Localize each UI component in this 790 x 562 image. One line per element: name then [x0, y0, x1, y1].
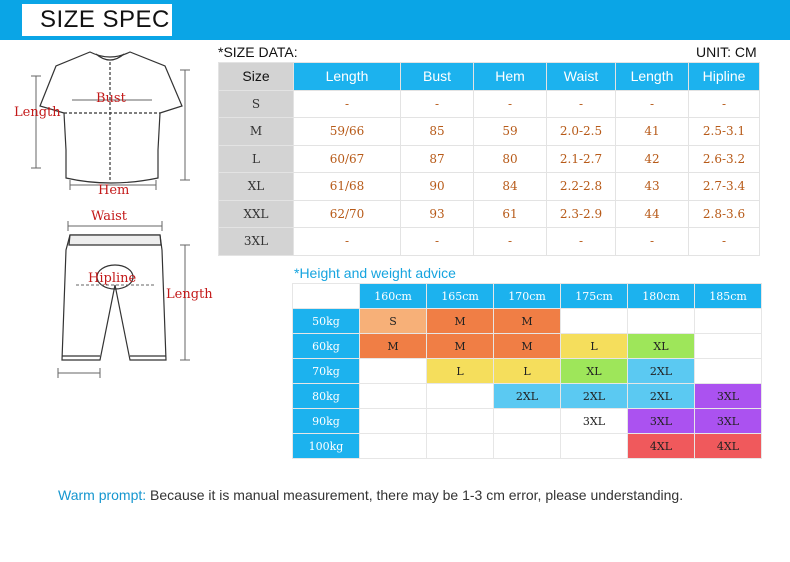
advice-size-cell: 3XL [695, 409, 762, 434]
jersey-length-label: Length [14, 105, 61, 120]
advice-size-cell: 2XL [494, 384, 561, 409]
warm-prompt-note [58, 487, 683, 503]
weight-cell: 70kg [293, 359, 360, 384]
advice-size-cell: 2XL [561, 384, 628, 409]
height-cell: 165cm [427, 284, 494, 309]
advice-row [293, 384, 762, 409]
measure-cell: 41 [616, 118, 689, 146]
measure-cell: - [547, 90, 616, 118]
size-cell: 3XL [219, 228, 294, 256]
advice-row [293, 309, 762, 334]
advice-size-cell: M [494, 334, 561, 359]
advice-size-cell: M [494, 309, 561, 334]
advice-size-cell: 4XL [628, 434, 695, 459]
shorts-length-label: Length [166, 287, 213, 302]
header-cell: Size [219, 63, 294, 91]
table-row [219, 228, 760, 256]
size-cell: XL [219, 173, 294, 201]
measure-cell: 85 [401, 118, 474, 146]
shorts-hipline-label: Hipline [88, 271, 137, 286]
shorts-waist-label: Waist [91, 209, 128, 224]
advice-size-cell: L [427, 359, 494, 384]
header-cell: Hipline [689, 63, 760, 91]
jersey-hem-label: Hem [98, 183, 130, 198]
size-cell: M [219, 118, 294, 146]
size-cell: L [219, 145, 294, 173]
measure-cell: - [294, 228, 401, 256]
measure-cell: 2.5-3.1 [689, 118, 760, 146]
measure-cell: 93 [401, 200, 474, 228]
measure-cell: 2.3-2.9 [547, 200, 616, 228]
measure-cell: 61/68 [294, 173, 401, 201]
measure-cell: - [616, 90, 689, 118]
weight-cell: 60kg [293, 334, 360, 359]
measure-cell: 2.2-2.8 [547, 173, 616, 201]
measure-cell: - [401, 90, 474, 118]
advice-size-cell [427, 384, 494, 409]
height-cell: 175cm [561, 284, 628, 309]
advice-row [293, 359, 762, 384]
unit-label: UNIT: CM [696, 44, 757, 60]
measure-cell: 2.0-2.5 [547, 118, 616, 146]
advice-size-cell: 2XL [628, 359, 695, 384]
advice-size-cell: XL [628, 334, 695, 359]
weight-cell: 90kg [293, 409, 360, 434]
advice-size-cell [695, 359, 762, 384]
advice-size-cell [695, 309, 762, 334]
height-cell: 180cm [628, 284, 695, 309]
measure-cell: 90 [401, 173, 474, 201]
weight-cell: 50kg [293, 309, 360, 334]
advice-size-cell [360, 434, 427, 459]
weight-cell: 80kg [293, 384, 360, 409]
measure-cell: - [474, 90, 547, 118]
advice-size-cell [561, 434, 628, 459]
measure-cell: - [689, 228, 760, 256]
measure-cell: - [689, 90, 760, 118]
advice-size-cell [695, 334, 762, 359]
corner-cell [293, 284, 360, 309]
measure-cell: 59 [474, 118, 547, 146]
measure-cell: 60/67 [294, 145, 401, 173]
advice-size-cell: 2XL [628, 384, 695, 409]
advice-row [293, 334, 762, 359]
measure-cell: - [616, 228, 689, 256]
advice-size-cell [561, 309, 628, 334]
shorts-drawing [62, 235, 166, 360]
height-cell: 185cm [695, 284, 762, 309]
size-cell: S [219, 90, 294, 118]
advice-size-cell: XL [561, 359, 628, 384]
table-row [219, 200, 760, 228]
table-row [219, 145, 760, 173]
height-cell: 160cm [360, 284, 427, 309]
size-spec-table [218, 62, 760, 256]
measure-cell: - [294, 90, 401, 118]
measure-cell: 43 [616, 173, 689, 201]
note-prompt: Warm prompt: [58, 487, 147, 503]
advice-size-cell [628, 309, 695, 334]
advice-size-cell: 4XL [695, 434, 762, 459]
advice-size-cell [360, 359, 427, 384]
advice-size-cell: 3XL [695, 384, 762, 409]
advice-size-cell: M [427, 309, 494, 334]
measure-cell: 59/66 [294, 118, 401, 146]
advice-size-cell [427, 409, 494, 434]
table-row [219, 118, 760, 146]
advice-title: *Height and weight advice [294, 265, 456, 281]
measure-cell: - [474, 228, 547, 256]
advice-size-cell [427, 434, 494, 459]
height-cell: 170cm [494, 284, 561, 309]
note-text: Because it is manual measurement, there may be 1-3 cm error, please understanding. [146, 487, 684, 503]
size-cell: XXL [219, 200, 294, 228]
header-cell: Length [616, 63, 689, 91]
measure-cell: 84 [474, 173, 547, 201]
jersey-bust-label: Bust [96, 91, 126, 106]
advice-size-cell: M [427, 334, 494, 359]
header-cell: Waist [547, 63, 616, 91]
advice-size-cell [360, 384, 427, 409]
advice-size-cell [494, 409, 561, 434]
measure-cell: 87 [401, 145, 474, 173]
advice-size-cell: 3XL [561, 409, 628, 434]
advice-size-cell: S [360, 309, 427, 334]
advice-size-cell [360, 409, 427, 434]
header-cell: Hem [474, 63, 547, 91]
measure-cell: 2.8-3.6 [689, 200, 760, 228]
jersey-drawing [40, 52, 182, 183]
height-weight-advice-table [292, 283, 762, 459]
advice-row [293, 434, 762, 459]
measure-cell: - [401, 228, 474, 256]
weight-cell: 100kg [293, 434, 360, 459]
header-cell: Length [294, 63, 401, 91]
measure-cell: 62/70 [294, 200, 401, 228]
advice-size-cell: L [561, 334, 628, 359]
measure-cell: 44 [616, 200, 689, 228]
header-bar [0, 0, 790, 40]
measure-cell: 80 [474, 145, 547, 173]
measure-cell: 2.6-3.2 [689, 145, 760, 173]
advice-size-cell: M [360, 334, 427, 359]
advice-header-row [293, 284, 762, 309]
advice-size-cell: L [494, 359, 561, 384]
measure-cell: 2.7-3.4 [689, 173, 760, 201]
measure-cell: 2.1-2.7 [547, 145, 616, 173]
measure-cell: 42 [616, 145, 689, 173]
measure-cell: - [547, 228, 616, 256]
advice-row [293, 409, 762, 434]
page-title: SIZE SPEC [40, 6, 170, 33]
table-row [219, 90, 760, 118]
table-row [219, 173, 760, 201]
table-header-row [219, 63, 760, 91]
size-data-label: *SIZE DATA: [218, 44, 298, 60]
measure-cell: 61 [474, 200, 547, 228]
advice-size-cell [494, 434, 561, 459]
advice-size-cell: 3XL [628, 409, 695, 434]
header-cell: Bust [401, 63, 474, 91]
